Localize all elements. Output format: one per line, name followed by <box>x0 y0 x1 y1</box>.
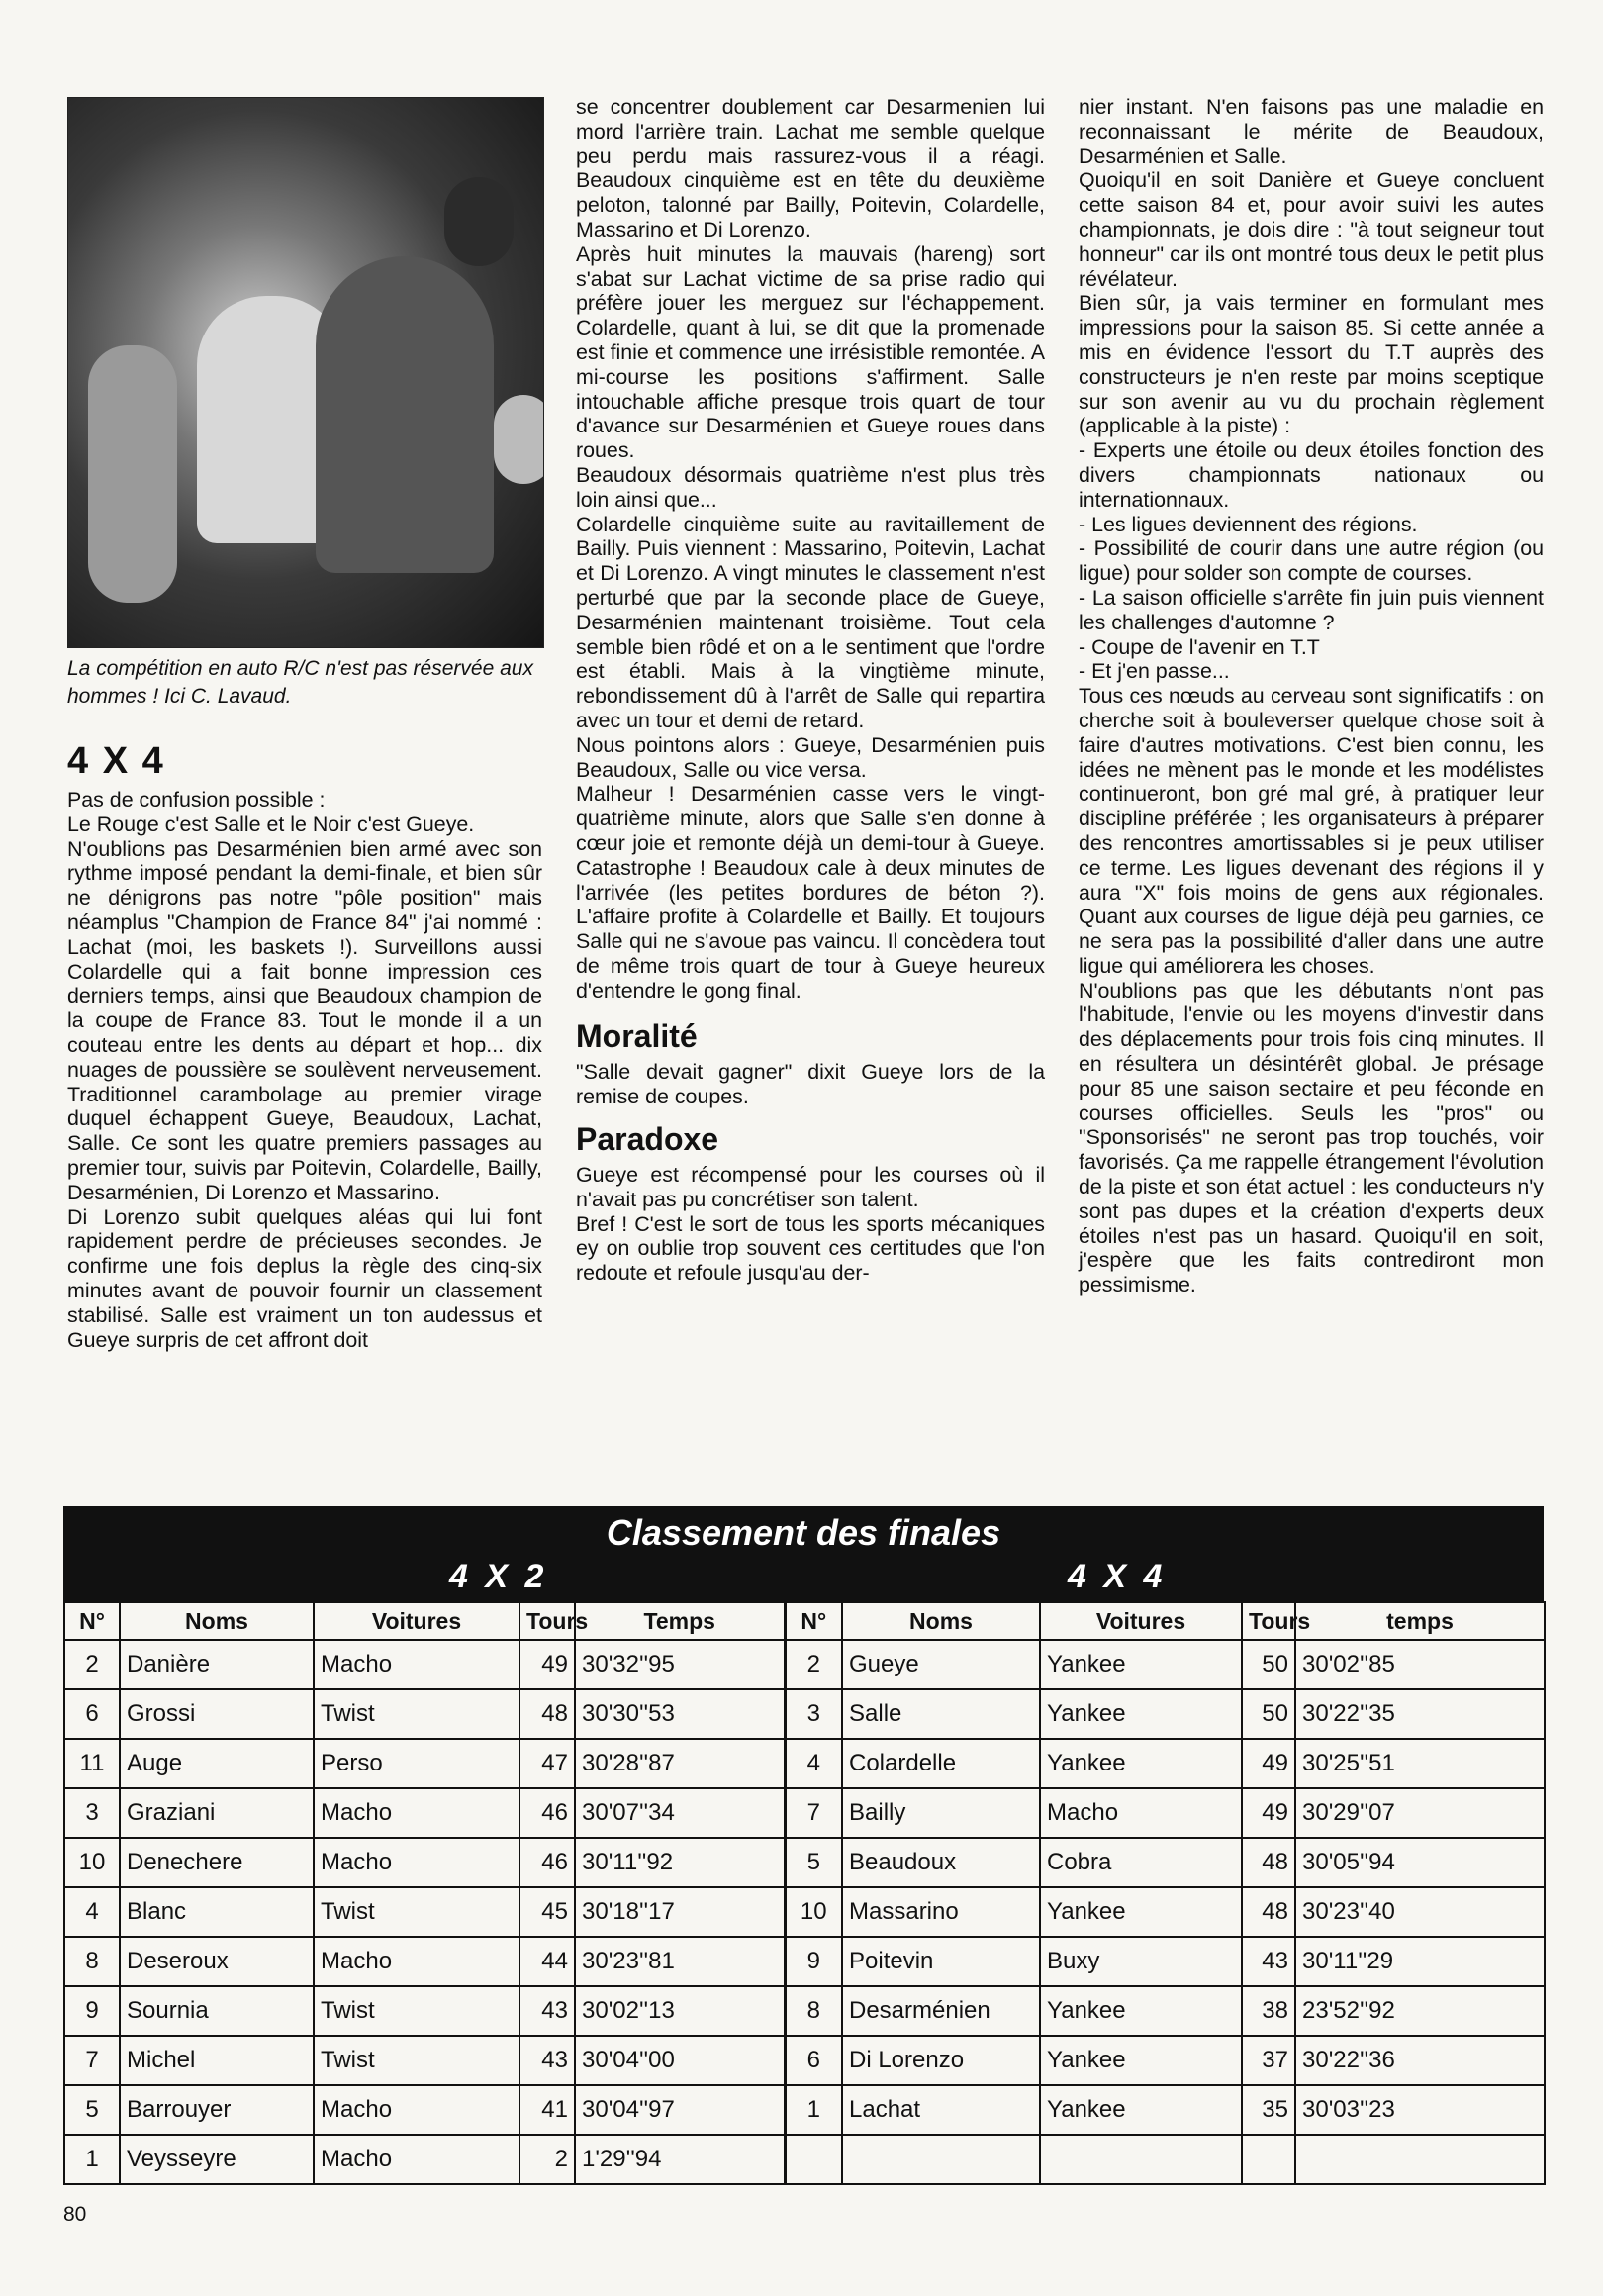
cell-4x4: 50 <box>1242 1640 1295 1689</box>
cell-4x2: Barrouyer <box>120 2085 314 2135</box>
cell-4x2: 10 <box>64 1838 120 1887</box>
column-1 <box>67 788 542 1352</box>
cell-4x2: 6 <box>64 1689 120 1739</box>
header-cell: Noms <box>842 1602 1040 1640</box>
cell-4x4 <box>1040 2135 1242 2184</box>
cell-4x4: Yankee <box>1040 1986 1242 2036</box>
table-row <box>64 1689 1545 1739</box>
cell-4x2: Denechere <box>120 1838 314 1887</box>
cell-4x4: 35 <box>1242 2085 1295 2135</box>
cell-4x4: 23'52''92 <box>1295 1986 1545 2036</box>
paragraph: Le Rouge c'est Salle et le Noir c'est Gueye. <box>67 812 475 836</box>
cell-4x2: 43 <box>519 2036 575 2085</box>
cell-4x4: 7 <box>785 1788 842 1838</box>
header-cell: Voitures <box>314 1602 519 1640</box>
cell-4x2: Graziani <box>120 1788 314 1838</box>
header-cell: N° <box>785 1602 842 1640</box>
cell-4x2: Twist <box>314 1689 519 1739</box>
cell-4x4 <box>1242 2135 1295 2184</box>
cell-4x2: 30'04''97 <box>575 2085 785 2135</box>
paragraph: nier instant. N'en faisons pas une maladie en reconnaissant le mérite de Beaudoux, Desarménien et Salle. <box>1079 95 1544 168</box>
cell-4x4: 9 <box>785 1937 842 1986</box>
cell-4x4: 43 <box>1242 1937 1295 1986</box>
table-row <box>64 1739 1545 1788</box>
cell-4x4: Desarménien <box>842 1986 1040 2036</box>
cell-4x4: Colardelle <box>842 1739 1040 1788</box>
table-row <box>64 2085 1545 2135</box>
cell-4x2: 1 <box>64 2135 120 2184</box>
cell-4x2: 7 <box>64 2036 120 2085</box>
cell-4x2: Sournia <box>120 1986 314 2036</box>
cell-4x4: Yankee <box>1040 2085 1242 2135</box>
cell-4x4: Massarino <box>842 1887 1040 1937</box>
cell-4x2: 30'02''13 <box>575 1986 785 2036</box>
cell-4x4: 48 <box>1242 1838 1295 1887</box>
cell-4x2: Macho <box>314 1937 519 1986</box>
cell-4x2: 3 <box>64 1788 120 1838</box>
cell-4x4: Beaudoux <box>842 1838 1040 1887</box>
results-table-block <box>63 1506 1544 2185</box>
photo-rc-competition <box>67 97 544 648</box>
cell-4x2: 30'23''81 <box>575 1937 785 1986</box>
cell-4x2: Perso <box>314 1739 519 1788</box>
cell-4x4: Bailly <box>842 1788 1040 1838</box>
results-table-title-bar <box>63 1506 1544 1601</box>
cell-4x2: 4 <box>64 1887 120 1937</box>
cell-4x2: Blanc <box>120 1887 314 1937</box>
cell-4x2: Macho <box>314 1838 519 1887</box>
cell-4x4: 50 <box>1242 1689 1295 1739</box>
results-title: Classement des finales <box>606 1512 1001 1553</box>
cell-4x2: Macho <box>314 1788 519 1838</box>
results-right-title: 4 X 4 <box>1068 1558 1167 1595</box>
cell-4x2: 11 <box>64 1739 120 1788</box>
cell-4x2: Michel <box>120 2036 314 2085</box>
cell-4x4: Lachat <box>842 2085 1040 2135</box>
cell-4x2: 30'18''17 <box>575 1887 785 1937</box>
cell-4x2: Veysseyre <box>120 2135 314 2184</box>
paragraph: - Experts une étoile ou deux étoiles fonction des divers championnats nationaux ou internationnaux. <box>1079 438 1544 512</box>
cell-4x4: 8 <box>785 1986 842 2036</box>
column-2 <box>576 95 1045 1286</box>
cell-4x4: 30'23''40 <box>1295 1887 1545 1937</box>
cell-4x2: 30'28''87 <box>575 1739 785 1788</box>
cell-4x4: Salle <box>842 1689 1040 1739</box>
cell-4x4: 37 <box>1242 2036 1295 2085</box>
heading-paradoxe: Paradoxe <box>576 1121 719 1158</box>
cell-4x2: 8 <box>64 1937 120 1986</box>
cell-4x4: 5 <box>785 1838 842 1887</box>
cell-4x4: 30'25''51 <box>1295 1739 1545 1788</box>
paragraph: - Possibilité de courir dans une autre région (ou ligue) pour solder son compte de courses. <box>1079 536 1544 586</box>
cell-4x2: 30'11''92 <box>575 1838 785 1887</box>
cell-4x4: Yankee <box>1040 1640 1242 1689</box>
cell-4x4: 6 <box>785 2036 842 2085</box>
table-row <box>64 2135 1545 2184</box>
paragraph: se concentrer doublement car Desarmenien lui mord l'arrière train. Lachat me semble quelque peu perdu mais rassurez-vous il a réagi. Beaudoux cinquième est en tête du deuxième peloton, talonné par Bailly, Poitevin, Colardelle, Massarino et Di Lorenzo. <box>576 95 1045 241</box>
cell-4x4: 30'22''35 <box>1295 1689 1545 1739</box>
cell-4x4: 49 <box>1242 1739 1295 1788</box>
cell-4x4: 2 <box>785 1640 842 1689</box>
column-3 <box>1079 95 1544 1297</box>
cell-4x2: Deseroux <box>120 1937 314 1986</box>
paragraph: Quoiqu'il en soit Danière et Gueye concluent cette saison 84 et, pour avoir suivi les autes championnats, je dois dire : "à tout seigneur tout honneur" car ils ont montré tous deux le petit plus révélateur. <box>1079 168 1544 291</box>
cell-4x2: Twist <box>314 2036 519 2085</box>
paragraph: - Les ligues deviennent des régions. <box>1079 512 1418 536</box>
cell-4x4: Yankee <box>1040 1689 1242 1739</box>
cell-4x2: 9 <box>64 1986 120 2036</box>
table-row <box>64 1937 1545 1986</box>
table-row <box>64 1640 1545 1689</box>
cell-4x2: 30'04''00 <box>575 2036 785 2085</box>
paragraph: "Salle devait gagner" dixit Gueye lors de la remise de coupes. <box>576 1060 1045 1109</box>
paragraph: Nous pointons alors : Gueye, Desarménien puis Beaudoux, Salle ou vice versa. <box>576 732 1045 782</box>
cell-4x4: 30'29''07 <box>1295 1788 1545 1838</box>
cell-4x4: Gueye <box>842 1640 1040 1689</box>
cell-4x2: 2 <box>64 1640 120 1689</box>
cell-4x2: 43 <box>519 1986 575 2036</box>
paragraph: - Coupe de l'avenir en T.T <box>1079 634 1320 659</box>
cell-4x4: Cobra <box>1040 1838 1242 1887</box>
table-row <box>64 1887 1545 1937</box>
paragraph: Bref ! C'est le sort de tous les sports mécaniques ey on oublie trop souvent ces certitudes que l'on redoute et refoule jusqu'au der- <box>576 1211 1045 1286</box>
cell-4x4: Buxy <box>1040 1937 1242 1986</box>
cell-4x2: 30'07''34 <box>575 1788 785 1838</box>
paragraph: Gueye est récompensé pour les courses où il n'avait pas pu concrétiser son talent. <box>576 1163 1045 1211</box>
table-header-row <box>64 1602 1545 1640</box>
cell-4x4: 30'22''36 <box>1295 2036 1545 2085</box>
header-cell: Tours <box>519 1602 575 1640</box>
cell-4x4 <box>785 2135 842 2184</box>
header-cell: N° <box>64 1602 120 1640</box>
paragraph: Beaudoux désormais quatrième n'est plus très loin ainsi que... <box>576 462 1045 512</box>
cell-4x2: 46 <box>519 1838 575 1887</box>
header-cell: Tours <box>1242 1602 1295 1640</box>
heading-moralite: Moralité <box>576 1018 698 1055</box>
paragraph: Pas de confusion possible : <box>67 788 326 812</box>
cell-4x4: Di Lorenzo <box>842 2036 1040 2085</box>
cell-4x2: 49 <box>519 1640 575 1689</box>
cell-4x4: Yankee <box>1040 1887 1242 1937</box>
photo-caption: La compétition en auto R/C n'est pas réservée aux hommes ! Ici C. Lavaud. <box>67 657 533 708</box>
cell-4x4: 1 <box>785 2085 842 2135</box>
cell-4x4 <box>1295 2135 1545 2184</box>
cell-4x2: 45 <box>519 1887 575 1937</box>
paragraph: Après huit minutes la mauvais (hareng) sort s'abat sur Lachat victime de sa prise radio qui préfère jouer les merguez sur l'échappement. Colardelle, quant à lui, se dit que la promenade est finie et commence une irrésistible remontée. A mi-course les positions s'affirment. Salle intouchable affiche presque trois quart de tour d'avance sur Desarménien et Gueye roues dans roues. <box>576 241 1045 463</box>
table-row <box>64 1838 1545 1887</box>
header-cell: temps <box>1295 1602 1545 1640</box>
cell-4x2: 5 <box>64 2085 120 2135</box>
cell-4x4: Yankee <box>1040 1739 1242 1788</box>
cell-4x2: Auge <box>120 1739 314 1788</box>
paragraph: - Et j'en passe... <box>1079 659 1230 684</box>
cell-4x2: 47 <box>519 1739 575 1788</box>
cell-4x2: 30'32''95 <box>575 1640 785 1689</box>
cell-4x2: 46 <box>519 1788 575 1838</box>
cell-4x2: 30'30''53 <box>575 1689 785 1739</box>
cell-4x4: 48 <box>1242 1887 1295 1937</box>
cell-4x2: Macho <box>314 1640 519 1689</box>
results-table <box>63 1601 1546 2185</box>
cell-4x2: Macho <box>314 2135 519 2184</box>
paragraph: Colardelle cinquième suite au ravitaillement de Bailly. Puis viennent : Massarino, Poitevin, Lachat et Di Lorenzo. A vingt minutes le classement n'est perturbé que par la seconde place de Gueye, Desarménien maintenant troisième. Tout cela semble bien rôdé et on a le sentiment que l'ordre est établi. Mais à la vingtième minute, rebondissement dû à l'arrêt de Salle qui repartira avec un tour et demi de retard. <box>576 512 1045 732</box>
cell-4x4: 30'05''94 <box>1295 1838 1545 1887</box>
cell-4x2: Macho <box>314 2085 519 2135</box>
results-left-title: 4 X 2 <box>449 1558 548 1595</box>
cell-4x2: Danière <box>120 1640 314 1689</box>
table-row <box>64 1788 1545 1838</box>
cell-4x2: 1'29''94 <box>575 2135 785 2184</box>
paragraph: Di Lorenzo subit quelques aléas qui lui font rapidement perdre de précieuses secondes. Je confirme une fois deplus la règle des cinq-six minutes avant de pouvoir fournir un classement stabilisé. Salle est vraiment un ton audessus et Gueye surpris de cet affront doit <box>67 1204 542 1352</box>
header-cell: Temps <box>575 1602 785 1640</box>
cell-4x4: Poitevin <box>842 1937 1040 1986</box>
paragraph: N'oublions pas que les débutants n'ont pas l'habitude, l'envie ou les moyens d'investir dans des déplacements pour trois fois cinq minutes. Il en résultera un désintérêt global. Je présage pour 85 une saison sectaire et peu féconde en courses officielles. Seuls les "pros" ou "Sponsorisés" ne seront pas trop touchés, voir favorisés. Ça me rappelle étrangement l'évolution de la piste et son état actuel : les conducteurs n'y sont pas dupes et la création d'experts deux étoiles n'est pas un hasard. Quoiqu'il en soit, j'espère que les faits contrediront mon pessimisme. <box>1079 978 1544 1297</box>
cell-4x2: Twist <box>314 1986 519 2036</box>
cell-4x2: 41 <box>519 2085 575 2135</box>
cell-4x4: 38 <box>1242 1986 1295 2036</box>
paragraph: Tous ces nœuds au cerveau sont significatifs : on cherche soit à bouleverser quelque chose soit à faire d'autres motivations. C'est bien connu, les idées ne mènent pas le monde et les modélistes continueront, bon gré mal gré, à pratiquer leur discipline préférée ; les organisateurs à préparer des rencontres amortissables si je peux utiliser ce terme. Les ligues devenant des régions il y aura "X" fois moins de gens aux régionales. Quant aux courses de ligue déjà peu garnies, ce ne sera pas la possibilité d'aller dans une autre ligue qui améliorera les choses. <box>1079 684 1544 978</box>
cell-4x2: 44 <box>519 1937 575 1986</box>
cell-4x4: 3 <box>785 1689 842 1739</box>
cell-4x2: Twist <box>314 1887 519 1937</box>
cell-4x4: Yankee <box>1040 2036 1242 2085</box>
page-number: 80 <box>63 2203 87 2226</box>
cell-4x4: 4 <box>785 1739 842 1788</box>
cell-4x4: 30'11''29 <box>1295 1937 1545 1986</box>
table-row <box>64 1986 1545 2036</box>
heading-4x4: 4 X 4 <box>67 740 165 782</box>
header-cell: Voitures <box>1040 1602 1242 1640</box>
cell-4x4: 10 <box>785 1887 842 1937</box>
paragraph: N'oublions pas Desarménien bien armé avec son rythme imposé pendant la demi-finale, et bien sûr ne dénigrons pas notre "pôle position" mais néamplus "Champion de France 84" j'ai nommé : Lachat (moi, les baskets !). Surveillons aussi Colardelle qui a fait bonne impression ces derniers temps, ainsi que Beaudoux champion de la coupe de France 83. Tout le monde il a un couteau entre les dents au départ et hop... dix nuages de poussière se soulèvent nerveusement. Traditionnel carambolage au premier virage duquel échappent Gueye, Beaudoux, Lachat, Salle. Ce sont les quatre premiers passages au premier tour, suivis par Poitevin, Colardelle, Bailly, Desarménien, Di Lorenzo et Massarino. <box>67 836 542 1204</box>
cell-4x4: 30'02''85 <box>1295 1640 1545 1689</box>
cell-4x4: 49 <box>1242 1788 1295 1838</box>
paragraph: Malheur ! Desarménien casse vers le vingt-quatrième minute, alors que Salle s'en donne à cœur joie et remonte déjà un demi-tour à Gueye. Catastrophe ! Beaudoux cale à deux minutes de l'arrivée (les petites bordures de béton ?). L'affaire profite à Colardelle et Bailly. Et toujours Salle qui ne s'avoue pas vaincu. Il concèdera tout de même trois quart de tour à Gueye heureux d'entendre le gong final. <box>576 782 1045 1003</box>
paragraph: Bien sûr, ja vais terminer en formulant mes impressions pour la saison 85. Si cette année a mis en évidence l'essort du T.T auprès des constructeurs je n'en reste par moins sceptique sur son avenir au vu du prochain règlement (applicable à la piste) : <box>1079 291 1544 438</box>
paragraph: - La saison officielle s'arrête fin juin puis viennent les challenges d'automne ? <box>1079 585 1544 634</box>
cell-4x4 <box>842 2135 1040 2184</box>
cell-4x2: Grossi <box>120 1689 314 1739</box>
header-cell: Noms <box>120 1602 314 1640</box>
cell-4x2: 48 <box>519 1689 575 1739</box>
table-row <box>64 2036 1545 2085</box>
cell-4x4: 30'03''23 <box>1295 2085 1545 2135</box>
cell-4x4: Macho <box>1040 1788 1242 1838</box>
cell-4x2: 2 <box>519 2135 575 2184</box>
